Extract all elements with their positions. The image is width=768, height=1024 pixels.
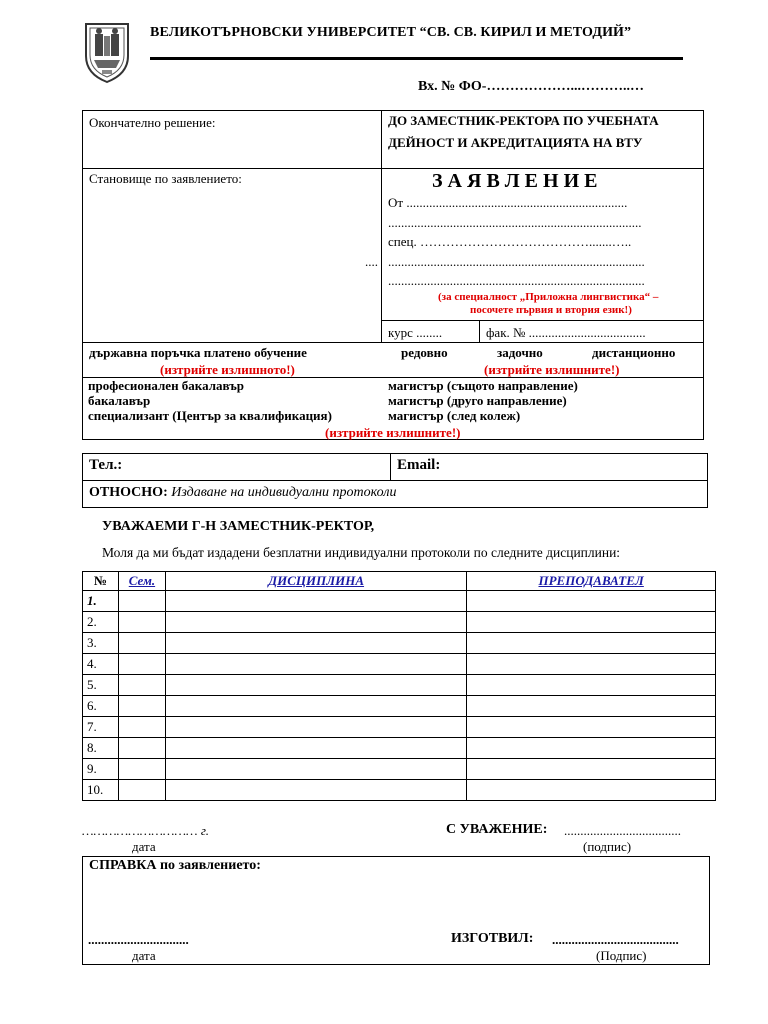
semester-cell[interactable] bbox=[118, 780, 165, 801]
table-row bbox=[83, 591, 716, 612]
divider bbox=[381, 110, 382, 342]
reference-sign-label: (Подпис) bbox=[596, 948, 647, 963]
application-title: З А Я В Л Е Н И Е bbox=[432, 170, 598, 192]
subject-line bbox=[89, 485, 396, 501]
semester-cell[interactable] bbox=[118, 633, 165, 654]
reference-date-dots[interactable]: ............................... bbox=[88, 932, 189, 947]
table-row bbox=[83, 654, 716, 675]
row-number: 4. bbox=[83, 654, 119, 675]
date-dots[interactable]: ………………………… г. bbox=[82, 823, 209, 838]
salutation: УВАЖАЕМИ Г-Н ЗАМЕСТНИК-РЕКТОР, bbox=[102, 519, 375, 534]
semester-cell[interactable] bbox=[118, 675, 165, 696]
teacher-cell[interactable] bbox=[467, 612, 716, 633]
degree-specialist: специализант (Център за квалификация) bbox=[88, 408, 332, 423]
degree-master-same: магистър (същото направление) bbox=[388, 378, 578, 393]
university-logo bbox=[82, 20, 132, 84]
teacher-cell[interactable] bbox=[467, 675, 716, 696]
row-number: 10. bbox=[83, 780, 119, 801]
from-field[interactable]: От .................................................................... bbox=[388, 195, 628, 210]
col-number: № bbox=[83, 572, 119, 591]
discipline-cell[interactable] bbox=[165, 633, 466, 654]
discipline-cell[interactable] bbox=[165, 738, 466, 759]
prepared-label: ИЗГОТВИЛ: bbox=[451, 931, 534, 946]
specialty-field-line-3[interactable]: ............................................................................... bbox=[388, 273, 645, 288]
opinion-label: Становище по заявлението: bbox=[89, 171, 242, 186]
row-number: 2. bbox=[83, 612, 119, 633]
teacher-cell[interactable] bbox=[467, 780, 716, 801]
row-number: 5. bbox=[83, 675, 119, 696]
header-rule bbox=[150, 57, 683, 60]
subject-text: Издаване на индивидуални протоколи bbox=[171, 485, 397, 500]
respect-label: С УВАЖЕНИЕ: bbox=[446, 822, 548, 837]
date-label: дата bbox=[132, 839, 156, 854]
table-header-row bbox=[83, 572, 716, 591]
divider bbox=[390, 453, 391, 481]
row-number: 1. bbox=[83, 591, 119, 612]
semester-cell[interactable] bbox=[118, 612, 165, 633]
discipline-cell[interactable] bbox=[165, 696, 466, 717]
form-note: (изтрийте излишните!) bbox=[484, 362, 620, 377]
teacher-cell[interactable] bbox=[467, 591, 716, 612]
from-field-line-2[interactable]: .............................................................................. bbox=[388, 215, 642, 230]
funding-options: държавна поръчка платено обучение bbox=[89, 345, 307, 360]
phone-label[interactable]: Тел.: bbox=[89, 457, 123, 473]
degree-bachelor: бакалавър bbox=[88, 393, 151, 408]
divider bbox=[479, 320, 480, 342]
degree-bachelor-professional: професионален бакалавър bbox=[88, 378, 245, 393]
row-number: 6. bbox=[83, 696, 119, 717]
form-distance: дистанционно bbox=[592, 345, 676, 360]
col-semester: Сем. bbox=[128, 573, 156, 588]
specialty-field-line-2[interactable]: ............................................................................... bbox=[388, 254, 645, 269]
signature-label: (подпис) bbox=[583, 839, 632, 854]
semester-cell[interactable] bbox=[118, 738, 165, 759]
col-discipline: ДИСЦИПЛИНА bbox=[268, 573, 365, 588]
teacher-cell[interactable] bbox=[467, 654, 716, 675]
semester-cell[interactable] bbox=[118, 717, 165, 738]
table-row bbox=[83, 675, 716, 696]
university-name: ВЕЛИКОТЪРНОВСКИ УНИВЕРСИТЕТ “СВ. СВ. КИРИЛ И МЕТОДИЙ” bbox=[150, 25, 632, 40]
divider bbox=[82, 168, 704, 169]
divider bbox=[381, 320, 704, 321]
incoming-number: Вх. № ФО-………………...………..… bbox=[418, 79, 644, 94]
discipline-cell[interactable] bbox=[165, 591, 466, 612]
table-row bbox=[83, 738, 716, 759]
table-row bbox=[83, 612, 716, 633]
degree-master-other: магистър (друго направление) bbox=[388, 393, 567, 408]
table-row bbox=[83, 696, 716, 717]
form-regular: редовно bbox=[401, 345, 448, 360]
row-number: 7. bbox=[83, 717, 119, 738]
final-decision-label: Окончателно решение: bbox=[89, 115, 216, 130]
dots-left: .... bbox=[365, 254, 378, 269]
teacher-cell[interactable] bbox=[467, 759, 716, 780]
row-number: 3. bbox=[83, 633, 119, 654]
row-number: 9. bbox=[83, 759, 119, 780]
divider bbox=[82, 342, 704, 343]
discipline-cell[interactable] bbox=[165, 612, 466, 633]
table-row bbox=[83, 759, 716, 780]
form-parttime: задочно bbox=[497, 345, 543, 360]
email-label[interactable]: Email: bbox=[397, 457, 441, 473]
discipline-cell[interactable] bbox=[165, 717, 466, 738]
semester-cell[interactable] bbox=[118, 759, 165, 780]
semester-cell[interactable] bbox=[118, 696, 165, 717]
subject-label: ОТНОСНО: bbox=[89, 485, 168, 500]
semester-cell[interactable] bbox=[118, 591, 165, 612]
degree-master-college: магистър (след колеж) bbox=[388, 408, 521, 423]
table-row bbox=[83, 717, 716, 738]
teacher-cell[interactable] bbox=[467, 633, 716, 654]
course-field[interactable]: курс ........ bbox=[388, 325, 443, 340]
addressee-line-1: ДО ЗАМЕСТНИК-РЕКТОРА ПО УЧЕБНАТА bbox=[388, 113, 659, 128]
faculty-number-field[interactable]: фак. № .................................... bbox=[486, 325, 646, 340]
degree-note: (изтрийте излишните!) bbox=[325, 425, 461, 440]
specialty-field[interactable]: спец. ………………………………….......….. bbox=[388, 234, 632, 249]
addressee-line-2: ДЕЙНОСТ И АКРЕДИТАЦИЯТА НА ВТУ bbox=[388, 135, 643, 150]
discipline-cell[interactable] bbox=[165, 780, 466, 801]
disciplines-table bbox=[82, 571, 716, 801]
row-number: 8. bbox=[83, 738, 119, 759]
discipline-cell[interactable] bbox=[165, 759, 466, 780]
funding-note: (изтрийте излишното!) bbox=[160, 362, 295, 377]
teacher-cell[interactable] bbox=[467, 696, 716, 717]
reference-date-label: дата bbox=[132, 948, 156, 963]
discipline-cell[interactable] bbox=[165, 675, 466, 696]
linguistics-note-1: (за специалност „Приложна лингвистика“ – bbox=[438, 291, 659, 303]
prepared-dots[interactable]: ....................................... bbox=[552, 932, 679, 947]
col-teacher: ПРЕПОДАВАТЕЛ bbox=[538, 573, 644, 588]
signature-dots[interactable]: .................................... bbox=[564, 823, 681, 838]
teacher-cell[interactable] bbox=[467, 717, 716, 738]
divider bbox=[82, 480, 708, 481]
reference-title: СПРАВКА по заявлението: bbox=[89, 858, 261, 873]
linguistics-note-2: посочете първия и втория език!) bbox=[470, 304, 632, 316]
discipline-cell[interactable] bbox=[165, 654, 466, 675]
request-text: Моля да ми бъдат издадени безплатни индивидуални протоколи по следните дисциплини: bbox=[102, 545, 621, 560]
table-row bbox=[83, 780, 716, 801]
semester-cell[interactable] bbox=[118, 654, 165, 675]
table-row bbox=[83, 633, 716, 654]
teacher-cell[interactable] bbox=[467, 738, 716, 759]
